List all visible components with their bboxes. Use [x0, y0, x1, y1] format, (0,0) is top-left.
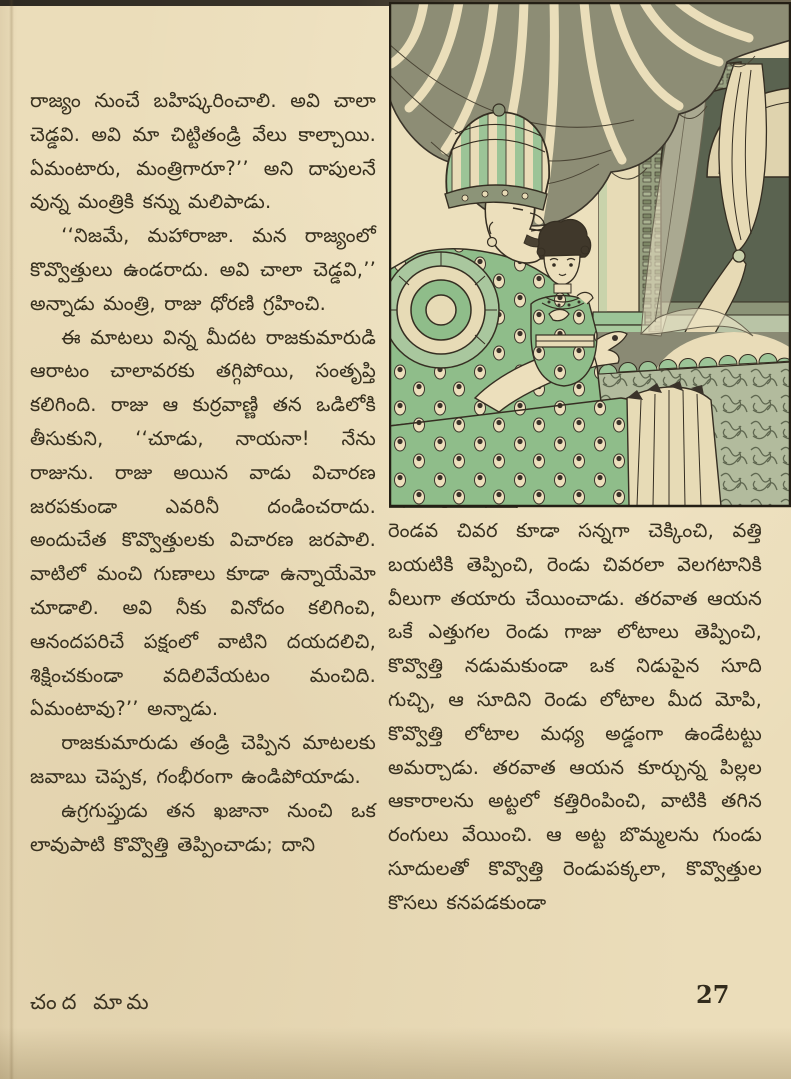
page-left-crease: [9, 0, 14, 1079]
page-bottom-shadow: [0, 1027, 791, 1079]
text-column-right: [388, 514, 762, 920]
paragraph: ఈ మాటలు విన్న మీదట రాజకుమారుడి ఆరాటం చాలావరకు తగ్గిపోయి, సంతృప్తి కలిగింది. రాజు ఆ కుర్రవాణ్ణి తన ఒడిలోకి తీసుకుని, ‘‘చూడు, నాయనా! నేను రాజును. రాజు అయిన వాడు విచారణ జరపకుండా ఎవరినీ దండించరాదు. అందుచేత కొవ్వొత్తులకు విచారణ జరపాలి. వాటిలో మంచి గుణాలు కూడా ఉన్నాయేమో చూడాలి. అవి నీకు వినోదం కలిగించి, ఆనందపరిచే పక్షంలో వాటిని దయదలిచి, శిక్షించకుండా వదిలివేయటం మంచిది. ఏమంటావు?’’ అన్నాడు.: [30, 325, 376, 721]
footer-page-number: 27: [696, 980, 730, 1009]
story-illustration: [389, 2, 791, 508]
paragraph: ‘‘నిజమే, మహారాజా. మన రాజ్యంలో కొవ్వొత్తులు ఉండరాదు. అవి చాలా చెడ్డవి,’’ అన్నాడు మంత్రి, రాజు ధోరణి గ్రహించి.: [30, 224, 376, 315]
paragraph: రాజకుమారుడు తండ్రి చెప్పిన మాటలకు జవాబు చెప్పక, గంభీరంగా ఉండిపోయాడు.: [30, 731, 376, 788]
prince-figure: [531, 220, 597, 386]
pleated-cloth: [627, 381, 721, 506]
paragraph: ఉగ్రగుప్తుడు తన ఖజానా నుంచి ఒక లావుపాటి కొవ్వొత్తి తెప్పించాడు; దాని: [30, 798, 376, 856]
paragraph: రెండవ చివర కూడా సన్నగా చెక్కించి, వత్తి బయటికి తెప్పించి, రెండు చివరలా వెలగటానికి వీలుగా తయారు చేయించాడు. తరవాత ఆయన ఒకే ఎత్తుగల రెండు గాజు లోటాలు తెప్పించి, కొవ్వొత్తి నడుమకుండా ఒక నిడుపైన సూది గుచ్చి, ఆ సూదిని రెండు లోటాల మీద మోపి, కొవ్వొత్తి లోటాల మధ్య అడ్డంగా ఉండేటట్టు అమర్చాడు. తరవాత ఆయన కూర్చున్న పిల్లల ఆకారాలను అట్టలో కత్తిరింపించి, వాటికి తగిన రంగులు వేయించి. ఆ అట్ట బొమ్మలను గుండు సూదులతో కొవ్వొత్తి రెండుపక్కలా, కొవ్వొత్తుల కొసలు కనపడకుండా: [388, 519, 762, 914]
text-column-left: [30, 84, 376, 861]
paragraph: రాజ్యం నుంచే బహిష్కరించాలి. అవి చాలా చెడ్డవి. అవి మా చిట్టితండ్రి వేలు కాల్చాయి. ఏమంటారు, మంత్రిగారూ?’’ అని దాపులనే వున్న మంత్రికి కన్ను మలిపాడు.: [30, 89, 376, 214]
footer-magazine-title: చంద మామ: [30, 990, 154, 1014]
